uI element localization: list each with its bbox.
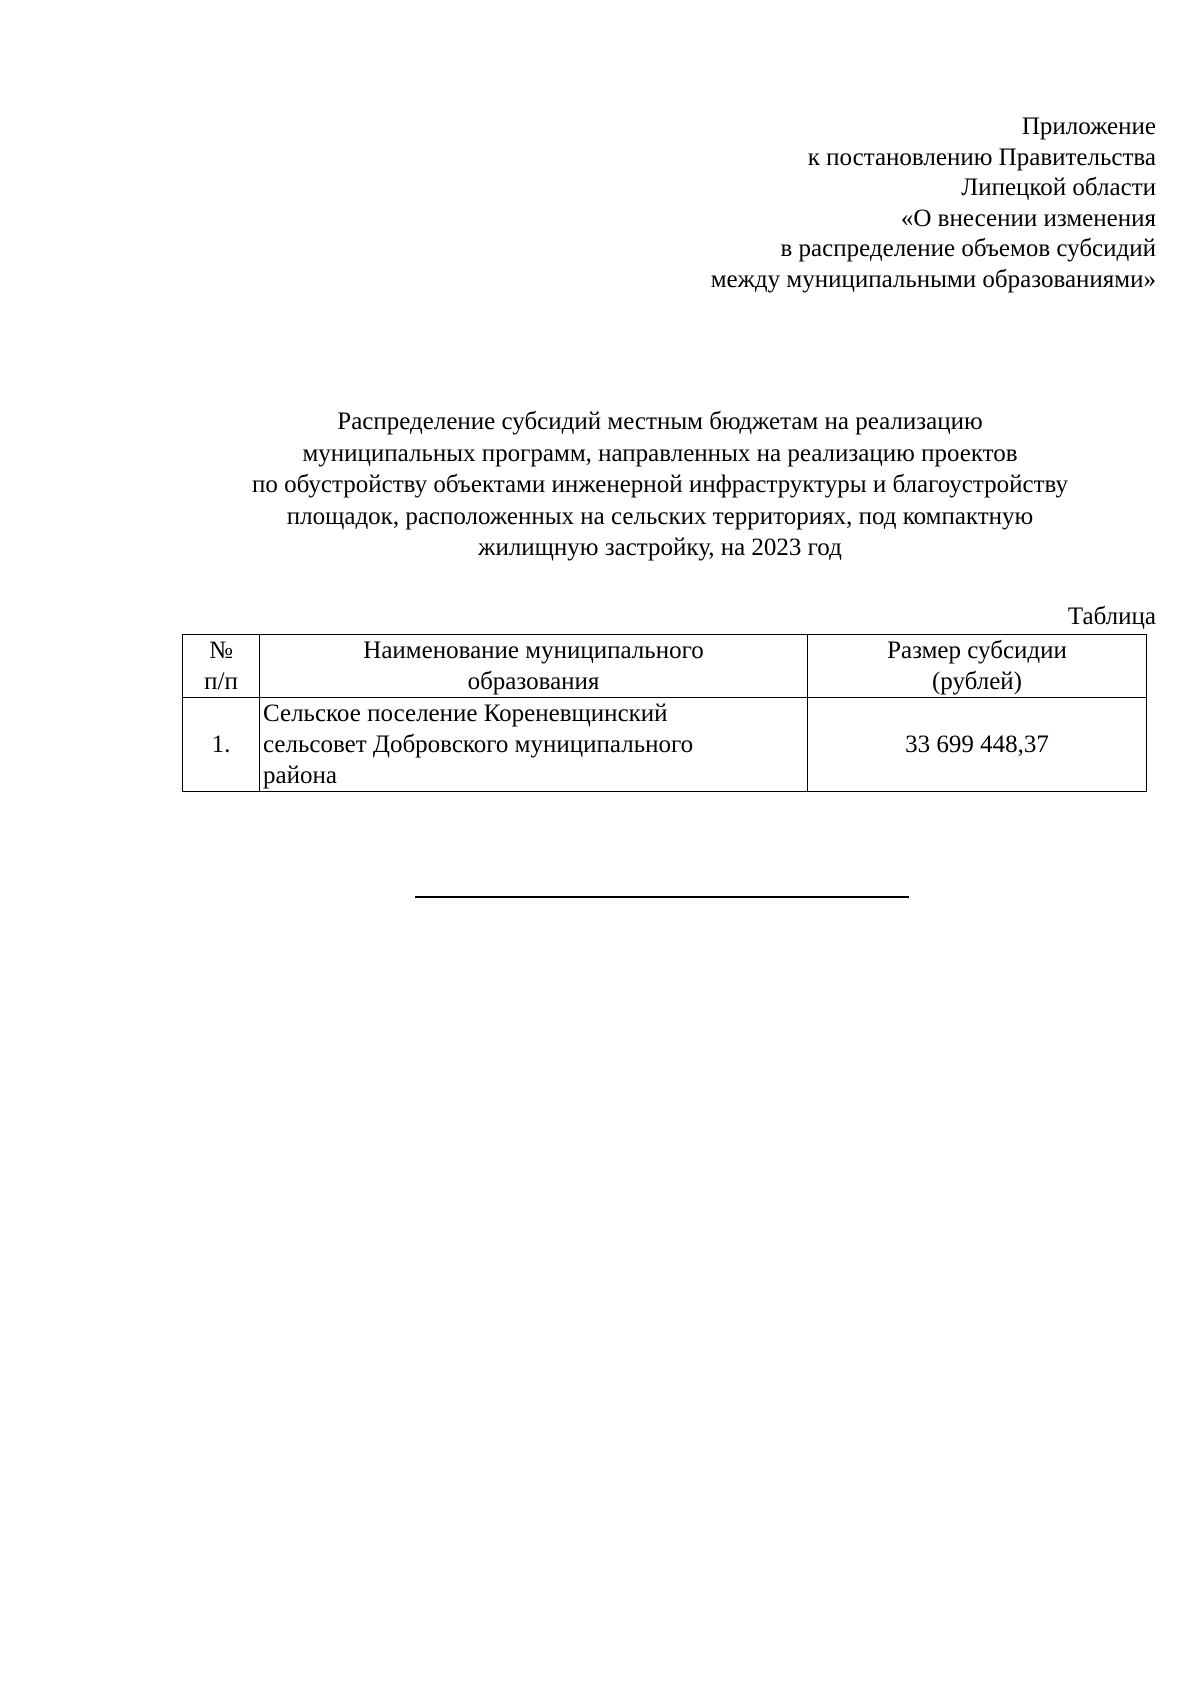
appendix-line: Приложение bbox=[1021, 113, 1156, 140]
header-amount bbox=[808, 635, 1147, 698]
appendix-header bbox=[556, 112, 1156, 295]
header-name-line: Наименование муниципального bbox=[363, 637, 704, 664]
subsidy-table-container bbox=[182, 634, 1146, 792]
appendix-line: Липецкой области bbox=[961, 174, 1156, 201]
header-name-line: образования bbox=[467, 668, 600, 695]
subsidy-table bbox=[182, 634, 1147, 792]
header-num-line: п/п bbox=[204, 668, 238, 695]
table-header-row bbox=[183, 635, 1147, 698]
closing-separator-line bbox=[415, 896, 909, 898]
title-line: по обустройству объектами инженерной инфраструктуры и благоустройству bbox=[252, 471, 1068, 498]
row-amount: 33 699 448,37 bbox=[808, 698, 1147, 792]
header-num-line: № bbox=[209, 637, 233, 664]
appendix-line: «О внесении изменения bbox=[900, 204, 1156, 232]
header-amount-line: Размер субсидии bbox=[887, 637, 1067, 664]
document-title bbox=[180, 406, 1140, 564]
title-line: жилищную застройку, на 2023 год bbox=[478, 534, 842, 561]
header-amount-line: (рублей) bbox=[931, 668, 1023, 695]
row-num: 1. bbox=[183, 698, 260, 792]
table-row bbox=[183, 698, 1147, 792]
row-name-line: района bbox=[263, 762, 337, 789]
title-line: Распределение субсидий местным бюджетам на реализацию bbox=[337, 408, 983, 435]
title-line: площадок, расположенных на сельских территориях, под компактную bbox=[286, 502, 1034, 530]
row-name bbox=[260, 698, 808, 792]
title-line: муниципальных программ, направленных на реализацию проектов bbox=[302, 439, 1018, 467]
row-name-line: сельсовет Добровского муниципального bbox=[263, 731, 694, 758]
appendix-line: в распределение объемов субсидий bbox=[780, 235, 1156, 262]
appendix-line: к постановлению Правительства bbox=[807, 143, 1156, 171]
table-caption: Таблица bbox=[1067, 603, 1156, 630]
row-name-line: Сельское поселение Кореневщинский bbox=[263, 700, 668, 727]
appendix-line: между муниципальными образованиями» bbox=[710, 265, 1156, 293]
header-num bbox=[183, 635, 260, 698]
header-name bbox=[260, 635, 808, 698]
